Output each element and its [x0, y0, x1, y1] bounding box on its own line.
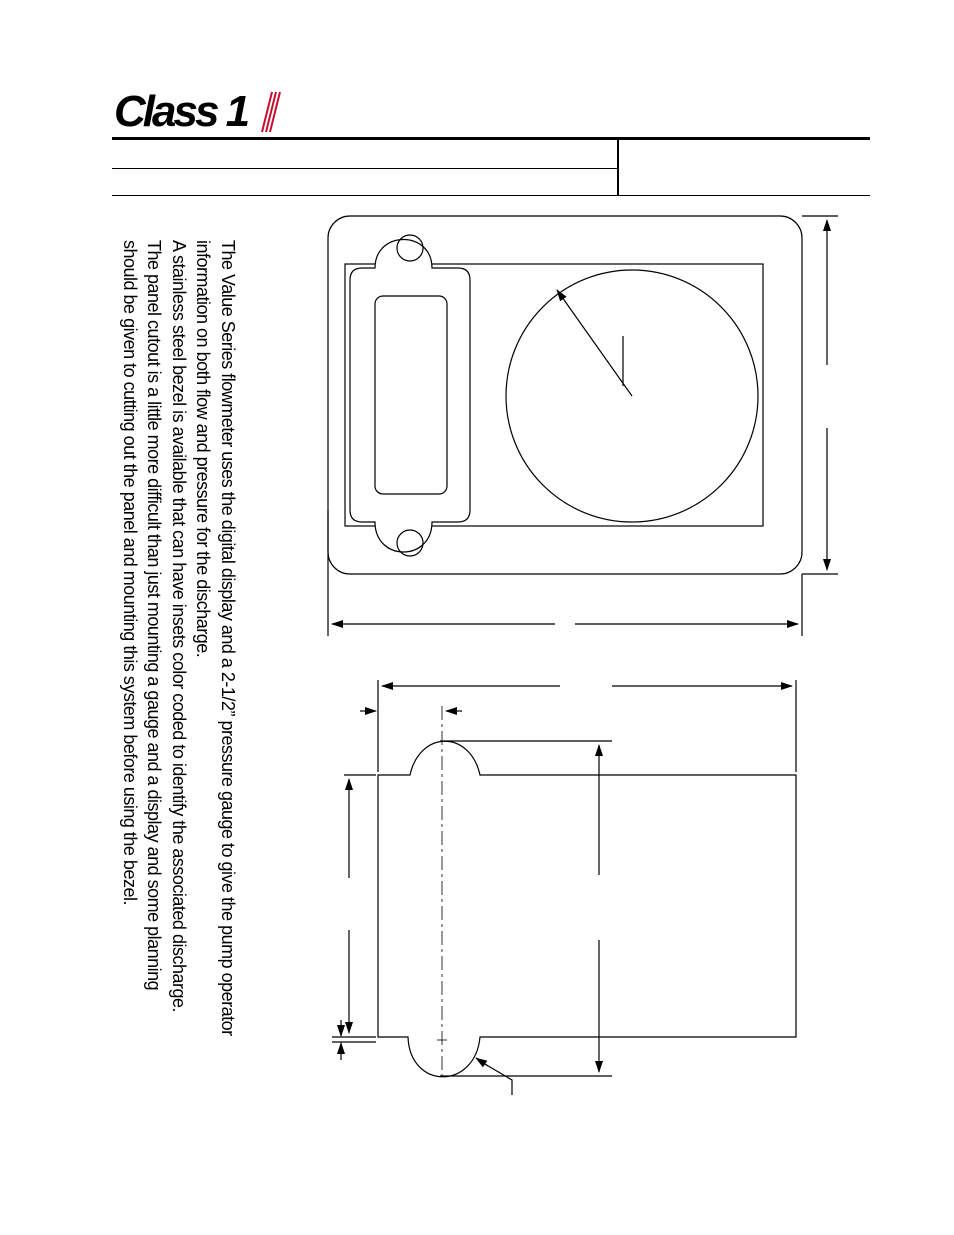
radius-leader-arrow	[476, 1058, 488, 1066]
panel-cutout-drawing	[332, 680, 796, 1095]
body-paragraph: information on both flow and pressure for the discharge.	[193, 240, 214, 658]
display-housing	[350, 240, 470, 553]
bezel-drawing	[328, 216, 838, 636]
body-paragraph: The Value Series flowmeter uses the digital display and a 2-1/2” pressure gauge to give the pump operator	[218, 240, 238, 1036]
radius-leader	[478, 1060, 512, 1095]
gauge-radius-arrow	[557, 290, 632, 396]
cutout-outline	[378, 741, 796, 1077]
logo-wordmark: Class 1	[114, 87, 248, 136]
body-text	[118, 240, 241, 1140]
body-paragraph: should be given to cutting out the panel and mounting this system before using the bezel.	[120, 240, 140, 905]
body-paragraph: The panel cutout is a little more difficult than just mounting a gauge and a display and some planning	[144, 240, 165, 991]
body-paragraph: A stainless steel bezel is available that can have insets color coded to identify the associated discharge.	[169, 240, 189, 1012]
